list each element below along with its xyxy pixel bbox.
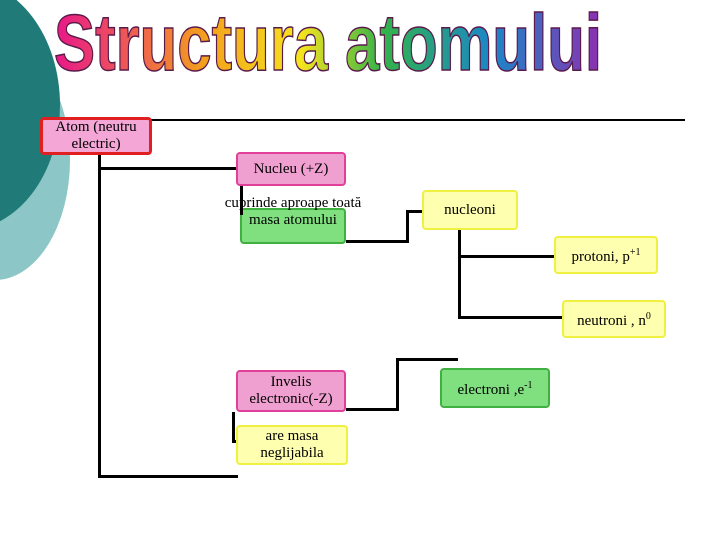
- connector-to-electroni-h1: [346, 408, 396, 411]
- node-electroni-sup: -1: [524, 380, 533, 391]
- node-nucleu-label: Nucleu (+Z): [253, 160, 329, 177]
- connector-to-invelis: [98, 475, 238, 478]
- node-invelis: [236, 370, 346, 412]
- svg-text:Structura atomului: Structura atomului: [54, 0, 602, 87]
- node-neutroni: [562, 300, 666, 338]
- node-neutroni-text: [577, 308, 651, 330]
- node-electroni-label: electroni ,e: [457, 382, 525, 398]
- node-nucleoni: [422, 190, 518, 230]
- connector-to-nucleu: [98, 167, 238, 170]
- node-atom-label: Atom (neutru electric): [55, 119, 137, 152]
- node-protoni-label: protoni, p: [571, 249, 630, 265]
- page-title: [48, 0, 608, 92]
- node-neutroni-label: neutroni , n: [577, 313, 646, 329]
- node-nucleoni-label: nucleoni: [444, 201, 496, 218]
- connector-to-neutroni: [458, 316, 562, 319]
- connector-invelis-note: [232, 412, 235, 442]
- node-protoni-sup: +1: [629, 247, 641, 258]
- node-invelis-note-label: are masa neglijabila: [260, 428, 324, 461]
- node-nucleu-note: [224, 195, 362, 229]
- connector-atom-trunk: [98, 148, 101, 478]
- connector-to-nucleoni-v: [406, 210, 409, 243]
- node-protoni: [554, 236, 658, 274]
- node-protoni-text: [572, 244, 641, 266]
- connector-to-electroni-h2: [396, 358, 458, 361]
- node-neutroni-sup: 0: [645, 311, 651, 322]
- node-invelis-label: Invelis electronic(-Z): [249, 374, 333, 407]
- node-electroni: [440, 368, 550, 408]
- node-nucleu-note-label: cuprinde aproape toată masa atomului: [224, 195, 362, 228]
- connector-to-protoni: [458, 255, 554, 258]
- title-divider: [150, 119, 685, 121]
- node-invelis-note: [236, 425, 348, 465]
- node-atom: [40, 117, 152, 155]
- node-nucleu: [236, 152, 346, 186]
- connector-to-nucleoni-h1: [346, 240, 406, 243]
- connector-nucleoni-trunk: [458, 226, 461, 318]
- node-electroni-text: [458, 377, 533, 399]
- connector-to-nucleoni-h2: [406, 210, 422, 213]
- connector-to-electroni-v: [396, 358, 399, 411]
